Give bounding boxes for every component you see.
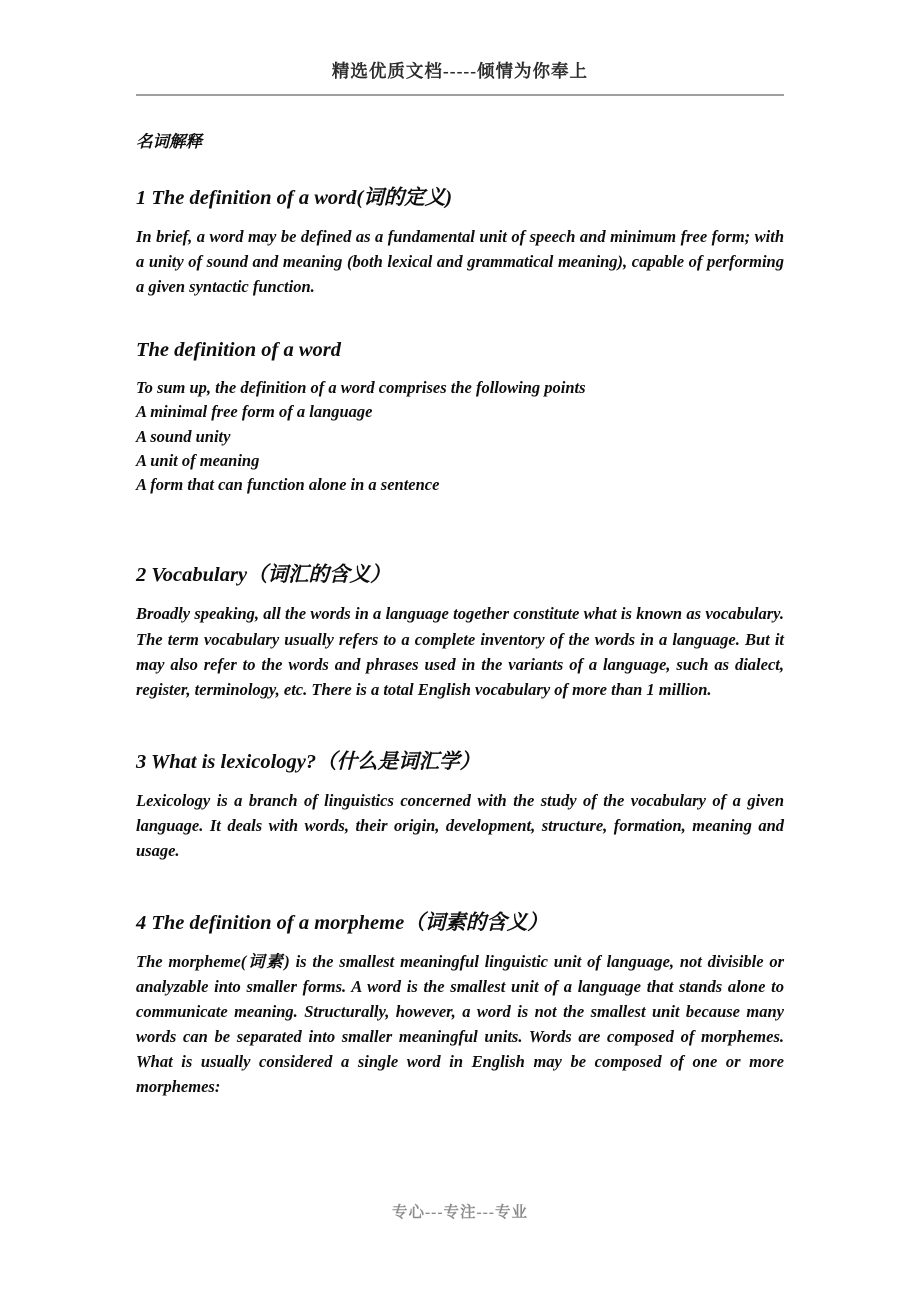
page-header: 精选优质文档-----倾情为你奉上	[136, 58, 784, 96]
document-body	[136, 128, 784, 1100]
section-1b-heading: The definition of a word	[136, 339, 342, 362]
section-3-paragraph: Lexicology is a branch of linguistics concerned with the study of the vocabulary of a given language. It deals with words, their origin, development, structure, formation, meaning and usage.	[136, 790, 784, 860]
section-3-heading: 3 What is lexicology?（什么是词汇学）	[136, 750, 481, 773]
section-1-paragraph: In brief, a word may be defined as a fundamental unit of speech and minimum free form; with a unity of sound and meaning (both lexical and grammatical meaning), capable of performing a given syntactic function.	[136, 227, 784, 297]
definition-point-line: A minimal free form of a language	[136, 402, 373, 422]
section-1-heading: 1 The definition of a word(词的定义)	[136, 187, 453, 209]
definition-point-line: A sound unity	[136, 426, 231, 446]
definition-points	[136, 376, 784, 497]
section-4-paragraph: The morpheme(词素) is the smallest meaningful linguistic unit of language, not divisible or analyzable into smaller forms. A word is the smallest unit of a language that stands alone to communicate meaning. Structurally, however, a word is not the smallest unit because many words can be separated into smaller meaningful units. Words are composed of morphemes. What is usually considered a single word in English may be composed of one or more morphemes:	[136, 952, 784, 1097]
section-4-heading: 4 The definition of a morpheme（词素的含义）	[136, 912, 548, 935]
intro-label: 名词解释	[136, 132, 202, 151]
section-2-paragraph: Broadly speaking, all the words in a language together constitute what is known as vocabulary. The term vocabulary usually refers to a complete inventory of the words in a language. But it may also refer to the words and phrases used in the variants of a language, such as dialect, register, terminology, etc. There is a total English vocabulary of more than 1 million.	[136, 604, 784, 699]
definition-point-line: To sum up, the definition of a word comprises the following points	[136, 378, 586, 398]
page-footer: 专心---专注---专业	[392, 1204, 528, 1221]
section-2-heading: 2 Vocabulary（词汇的含义）	[136, 564, 391, 587]
definition-point-line: A unit of meaning	[136, 450, 260, 470]
definition-point-line: A form that can function alone in a sentence	[136, 475, 440, 495]
